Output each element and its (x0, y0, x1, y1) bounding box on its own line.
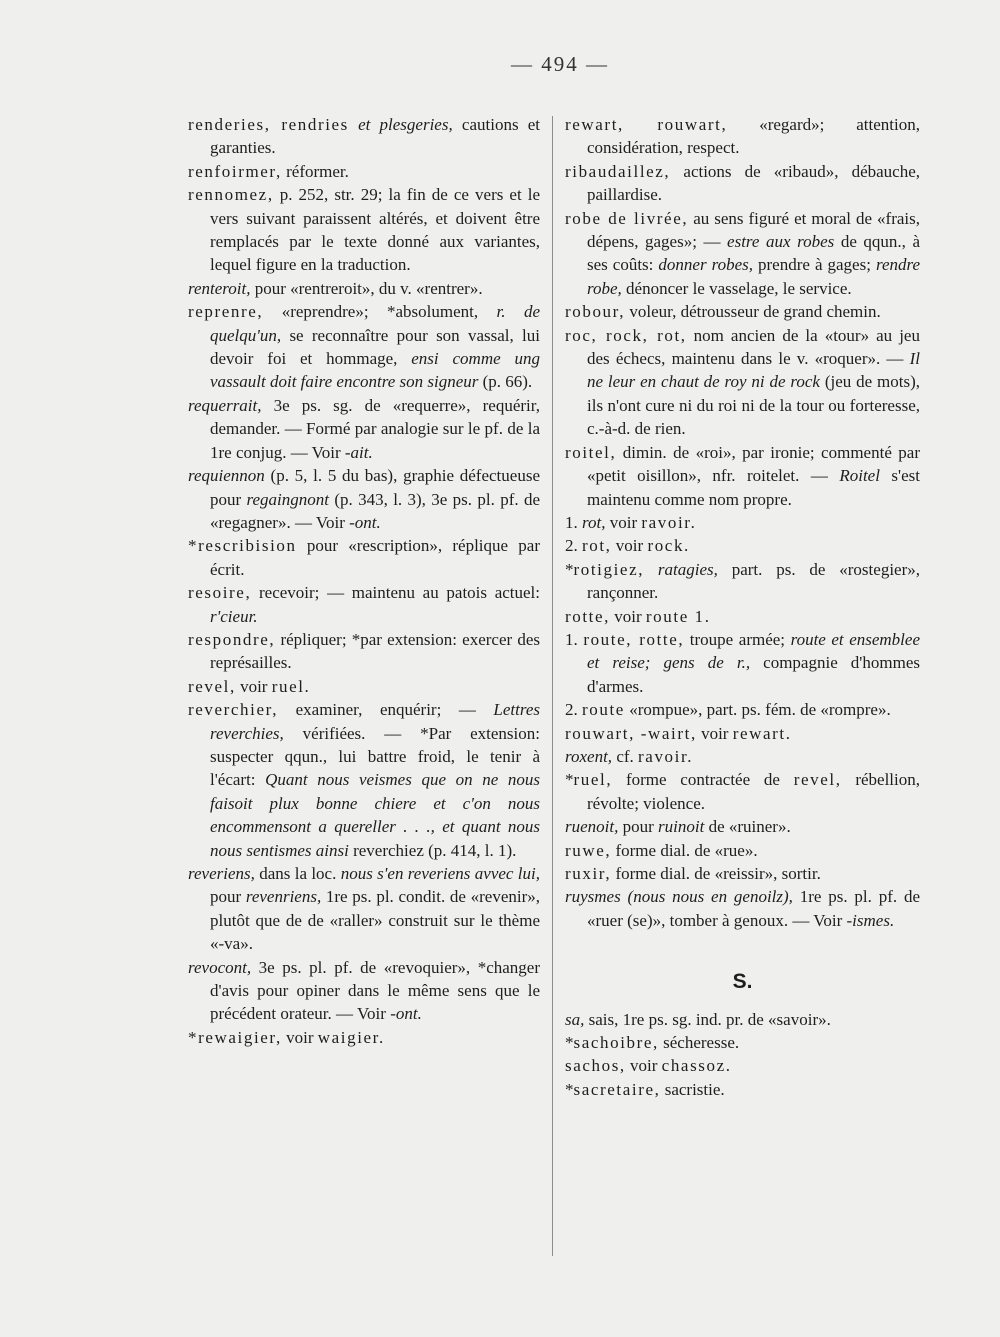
entry-text: troupe armée; (684, 629, 791, 649)
dictionary-entry (565, 300, 920, 323)
entry-text: forme dial. de «rue». (611, 840, 758, 860)
entry-text: «reprendre»; *absolument, (263, 302, 497, 322)
entry-text: voir (696, 723, 733, 743)
headword: resoire, (188, 583, 252, 603)
italic-text: ensi comme ung vassault doit faire encontre son signeur (210, 349, 540, 392)
entry-text: compagnie d'hommes d'armes. (587, 653, 920, 696)
dictionary-entry (565, 558, 920, 605)
headword: ruel, (573, 770, 613, 790)
entry-text: prendre à gages; (753, 255, 876, 275)
dictionary-entry (565, 1031, 920, 1054)
italic-text: -ont. (390, 1004, 422, 1024)
italic-text: ratagies, (657, 559, 718, 579)
entry-text: pour «rentreroit», du v. «rentrer». (250, 278, 483, 298)
entry-text: rébellion, révolte; violence. (587, 770, 920, 813)
entry-text: voir (610, 606, 646, 626)
dictionary-entry (188, 394, 540, 464)
entry-text: voir (235, 676, 272, 696)
entry-text: se reconnaître pour son vassal, lui devoir foi et hommage, (210, 325, 540, 369)
italic-text: ruysmes (nous nous en genoilz), (565, 887, 793, 907)
entry-text: 1re ps. pl. condit. de «revenir», plutôt que de de «raller» construit sur le thème «-va». (210, 887, 540, 954)
entry-text: reverchiez (p. 414, l. 1). (348, 840, 517, 860)
dictionary-entry (565, 628, 920, 698)
entry-text: nom ancien de la «tour» au jeu des échecs, maintenu dans le v. «roquer». — (587, 325, 920, 369)
italic-text: et plesgeries, (358, 115, 453, 134)
entry-text: cf. (612, 746, 639, 766)
dictionary-entry (188, 113, 540, 160)
entry-text: au sens figuré et moral de «frais, dépens, gages»; — (587, 208, 921, 252)
dictionary-entry (565, 862, 920, 885)
italic-text: route et ensemblee et reise; gens de r., (587, 629, 920, 673)
italic-text: requiennon (188, 466, 265, 486)
dictionary-entry (565, 1078, 920, 1101)
headword: rotigiez, (573, 559, 645, 579)
dictionary-entry (188, 956, 540, 1026)
italic-text: regaingnont (246, 489, 329, 509)
dictionary-entry (565, 113, 920, 160)
section-letter: S. (732, 970, 753, 994)
headword: sacretaire, (573, 1079, 661, 1099)
entry-text: examiner, enquérir; — (278, 700, 494, 720)
headword: rot, (582, 536, 612, 556)
italic-text: rendre robe, (587, 255, 921, 298)
dictionary-entry (565, 815, 920, 838)
headword: rewart, rouwart, (565, 115, 728, 134)
dictionary-entry (188, 160, 540, 183)
entry-text: dans la loc. (254, 864, 341, 883)
dictionary-entry (188, 698, 540, 862)
dictionary-entry (188, 675, 540, 698)
entry-text: sais, 1re ps. sg. ind. pr. de «savoir». (584, 1009, 831, 1029)
entry-text: cautions et garanties. (210, 115, 541, 158)
entry-text: sacristie. (660, 1079, 725, 1099)
headword: reprenre, (188, 302, 264, 322)
headword: ravoir. (638, 746, 694, 766)
entry-text: «regard»; attention, considération, respect. (587, 115, 920, 158)
headword: renfoirmer, (188, 161, 282, 181)
entry-text: 2. (565, 700, 582, 720)
italic-text: nous s'en reveriens avvec lui, (340, 864, 540, 883)
italic-text: Lettres reverchies, (210, 700, 540, 743)
headword: *rescribision (188, 536, 297, 556)
entry-text: de qqun., à ses coûts: (587, 232, 921, 275)
headword: ruel. (271, 676, 311, 696)
italic-text: estre aux robes (727, 232, 835, 252)
entry-text: sécheresse. (658, 1033, 740, 1053)
entry-text: vérifiées. — *Par extension: suspecter qqun., lui battre froid, le tenir à l'écart: (210, 723, 540, 790)
italic-text: Quant nous veismes que on ne nous faisoit plux bonne chiere et c'on nous encommensont a quereller . . ., et quant nous nous sentismes ainsi (210, 770, 540, 860)
right-column-entries (565, 113, 920, 932)
headword: roitel, (565, 442, 617, 462)
dictionary-entry (565, 745, 920, 768)
headword: revel, (793, 770, 842, 790)
headword: ravoir. (641, 512, 697, 532)
dictionary-entry (188, 464, 540, 534)
headword: rewart. (732, 723, 792, 743)
headword: route, rotte, (583, 629, 685, 649)
entry-text: réformer. (281, 161, 349, 181)
headword: chassoz. (661, 1056, 732, 1076)
entry-text (349, 115, 358, 134)
italic-text: -ait. (344, 442, 373, 462)
headword: *rewaigier, (188, 1027, 282, 1047)
headword: roc, rock, rot, (565, 325, 687, 345)
dictionary-entry (565, 160, 920, 207)
entry-text: dénoncer le vasselage, le service. (621, 278, 852, 298)
headword: sachoibre, (573, 1033, 659, 1053)
entry-text: voir (281, 1027, 318, 1047)
entry-text: * (565, 1079, 574, 1099)
headword: ribaudaillez, (565, 161, 671, 181)
headword: rock. (647, 536, 690, 556)
headword: waigier. (317, 1027, 385, 1047)
dictionary-entry (565, 324, 920, 441)
entry-text: * (565, 770, 574, 790)
italic-text: renteroit, (188, 278, 251, 298)
italic-text: Il ne leur en chaut de roy ni de rock (587, 349, 920, 392)
entry-text: 3e ps. sg. de «requerre», requérir, demander. — Formé par analogie sur le pf. de la 1re conjug. — Voir (210, 395, 540, 462)
italic-text: revocont, (188, 957, 252, 977)
italic-text: revenriens, (245, 887, 322, 907)
dictionary-entry (188, 862, 540, 956)
entry-text: dimin. de «roi», par ironie; commenté par «petit oisillon», nfr. roitelet. — (587, 442, 920, 486)
entry-text: pour «rescription», réplique par écrit. (210, 536, 540, 579)
dictionary-entry (565, 885, 920, 932)
italic-text: -ismes. (846, 910, 895, 930)
italic-text: ruenoit, (565, 817, 619, 837)
entry-text: (p. 343, l. 3), 3e ps. pl. pf. de «regagner». — Voir (210, 489, 540, 532)
italic-text: sa, (565, 1009, 585, 1029)
dictionary-entry (565, 207, 920, 301)
headword: rouwart, -wairt, (565, 723, 697, 743)
italic-text: donner robes, (658, 255, 753, 275)
dictionary-entry (565, 511, 920, 534)
entry-text: * (565, 1033, 574, 1053)
headword: respondre, (188, 629, 276, 649)
dictionary-entry (565, 1008, 920, 1031)
dictionary-entry (188, 1026, 540, 1049)
headword: renderies, rendries (188, 115, 349, 134)
entry-text: recevoir; — maintenu au patois actuel: (251, 583, 540, 603)
column-divider (552, 116, 553, 1256)
entry-text: p. 252, str. 29; la fin de ce vers et le vers suivant paraissent altérés, et doivent être remplacés par le texte donné aux variantes, lequel figure en la traduction. (210, 185, 540, 275)
entry-text: répliquer; *par extension: exercer des représailles. (210, 629, 540, 673)
headword: route 1. (645, 606, 711, 626)
entry-text: 1. (565, 629, 584, 649)
entry-text: s'est maintenu comme nom propre. (587, 466, 920, 509)
entry-text: (p. 66). (478, 372, 533, 392)
headword: robe de livrée, (565, 208, 689, 228)
italic-text: reveriens, (188, 864, 255, 883)
entry-text: pour (210, 887, 246, 907)
entry-text: voir (625, 1056, 662, 1076)
headword: robour, (565, 302, 626, 322)
entry-text: 3e ps. pl. pf. de «revoquier», *changer d'avis pour opiner dans le même sens que le précédent orateur. — Voir (210, 957, 540, 1024)
entry-text: * (565, 559, 574, 579)
italic-text: -ont. (349, 512, 381, 532)
italic-text: Roitel (839, 466, 880, 486)
entry-text: 1re ps. pl. pf. de «ruer (se)», tomber à genoux. — Voir (587, 887, 920, 930)
entry-text: voir (605, 512, 642, 532)
entry-text: part. ps. de «rostegier», rançonner. (587, 559, 920, 603)
right-column (565, 113, 920, 1101)
dictionary-entry (565, 768, 920, 815)
dictionary-entry (188, 628, 540, 675)
s-section-entries (565, 1008, 920, 1102)
dictionary-entry (565, 1054, 920, 1077)
headword: route (582, 700, 625, 720)
headword: ruwe, (565, 840, 612, 860)
entry-text: forme contractée de (612, 770, 794, 790)
dictionary-entry (188, 277, 540, 300)
entry-text: voir (611, 536, 648, 556)
dictionary-entry (565, 698, 920, 721)
entry-text: (p. 5, l. 5 du bas), graphie défectueuse pour (210, 466, 540, 509)
italic-text: ruinoit (658, 817, 705, 837)
entry-text: de «ruiner». (704, 817, 791, 837)
dictionary-entry (188, 581, 540, 628)
left-column (188, 113, 540, 1049)
italic-text: r'cieur. (210, 606, 258, 626)
entry-text: actions de «ribaud», débauche, paillardise. (587, 161, 920, 205)
italic-text: roxent, (565, 746, 613, 766)
headword: rennomez, (188, 185, 274, 205)
italic-text: r. de quelqu'un, (210, 302, 541, 345)
dictionary-entry (565, 839, 920, 862)
dictionary-entry (188, 534, 540, 581)
entry-text: 2. (565, 536, 582, 556)
headword: ruxir, (565, 864, 612, 883)
entry-text: 1. (565, 512, 582, 532)
dictionary-entry (188, 300, 540, 394)
entry-text: voleur, détrousseur de grand chemin. (625, 302, 881, 322)
dictionary-entry (565, 605, 920, 628)
section-heading (565, 970, 920, 993)
entry-text (644, 560, 658, 579)
entry-text: «rompue», part. ps. fém. de «rompre». (624, 700, 891, 720)
entry-text: pour (618, 817, 659, 837)
dictionary-entry (565, 441, 920, 511)
italic-text: requerrait, (188, 395, 262, 415)
dictionary-entry (188, 183, 540, 277)
italic-text: rot, (582, 512, 606, 532)
entry-text: forme dial. de «reissir», sortir. (611, 864, 821, 883)
headword: revel, (188, 676, 236, 696)
page-number: — 494 — (511, 52, 609, 76)
headword: rotte, (565, 606, 611, 626)
entry-text: (jeu de mots), ils n'ont cure ni du roi ni de la tour ou forteresse, c.-à-d. de rien. (587, 372, 920, 439)
headword: sachos, (565, 1056, 626, 1076)
dictionary-entry (565, 722, 920, 745)
headword: reverchier, (188, 700, 279, 720)
dictionary-entry (565, 534, 920, 557)
